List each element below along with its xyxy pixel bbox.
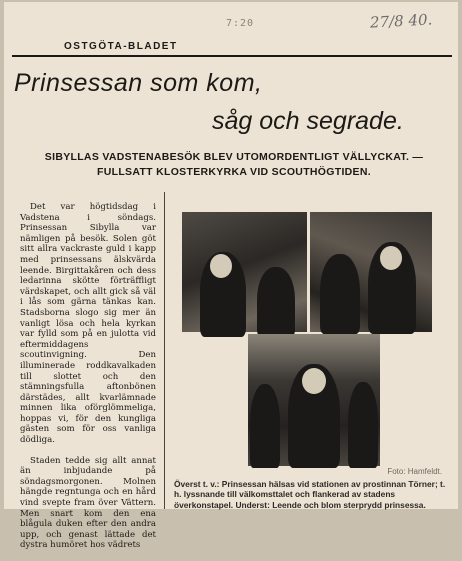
masthead-rule bbox=[12, 55, 452, 57]
figure-silhouette bbox=[257, 267, 295, 337]
article-paragraph-2: Staden tedde sig allt annat än inbjudande på söndagsmorgonen. Molnen hängde regntunga och en hård vind svepte fram över Vättern. Men snart kom den ena blågula duken efter den andra upp, och genast lättade det dystra humöret hos vädrets bbox=[20, 455, 156, 551]
photo-top-left bbox=[182, 212, 307, 332]
figure-silhouette bbox=[320, 254, 360, 334]
newspaper-name: OSTGÖTA-BLADET bbox=[64, 41, 178, 52]
subheadline: SIBYLLAS VADSTENABESÖK BLEV UTOMORDENTLIGT VÄLLYCKAT. — FULLSATT KLOSTERKYRKA VID SCOUTHÖGTIDEN. bbox=[44, 151, 424, 178]
face-highlight bbox=[380, 246, 402, 270]
corner-mark: 7:20 bbox=[226, 18, 255, 29]
figure-silhouette bbox=[250, 384, 280, 468]
column-divider bbox=[164, 192, 165, 509]
face-highlight bbox=[210, 254, 232, 278]
headline-line-1: Prinsessan som kom, bbox=[14, 69, 263, 97]
photo-top-right bbox=[310, 212, 432, 332]
newspaper-clipping bbox=[4, 2, 458, 551]
figure-silhouette bbox=[348, 382, 378, 468]
article-paragraph-1: Det var högtidsdag i Vadstena i söndags. Prinsessan Sibylla var nämligen på besök. Solen göt sitt allra vackraste guld i kapp med prinsessans älskvärda leende. Birgittakåren och dess ledarinna skötte förträffligt värdskapet, och allt gick så väl i lås som gärna tänkas kan. Stadsborna slogo sig mer än vanligt lösa och hela kyrkan var fylld som på en julotta vid eftermiddagens scoutinvigning. Den illuminerade roddkavalkaden till slottet och den stämningsfulla aftonbönen därstädes, allt kvarlämnade minnen lika oförglömmeliga, hoppas vi, för den kungliga gästen som för oss vanliga dödliga. bbox=[20, 202, 156, 446]
face-highlight bbox=[302, 368, 326, 394]
article-column bbox=[20, 202, 156, 561]
headline-line-2: såg och segrade. bbox=[212, 107, 404, 135]
photo-credit: Foto: Hamfeldt. bbox=[387, 467, 442, 476]
photo-bottom bbox=[248, 334, 380, 466]
handwritten-date: 27/8 40. bbox=[369, 10, 433, 32]
photo-caption: Överst t. v.: Prinsessan hälsas vid stationen av prostinnan Törner; t. h. lyssnande till välkomsttalet och flankerad av stadens överkonstapel. Underst: Leende och blom sterprydd prinsessa. bbox=[174, 479, 446, 510]
